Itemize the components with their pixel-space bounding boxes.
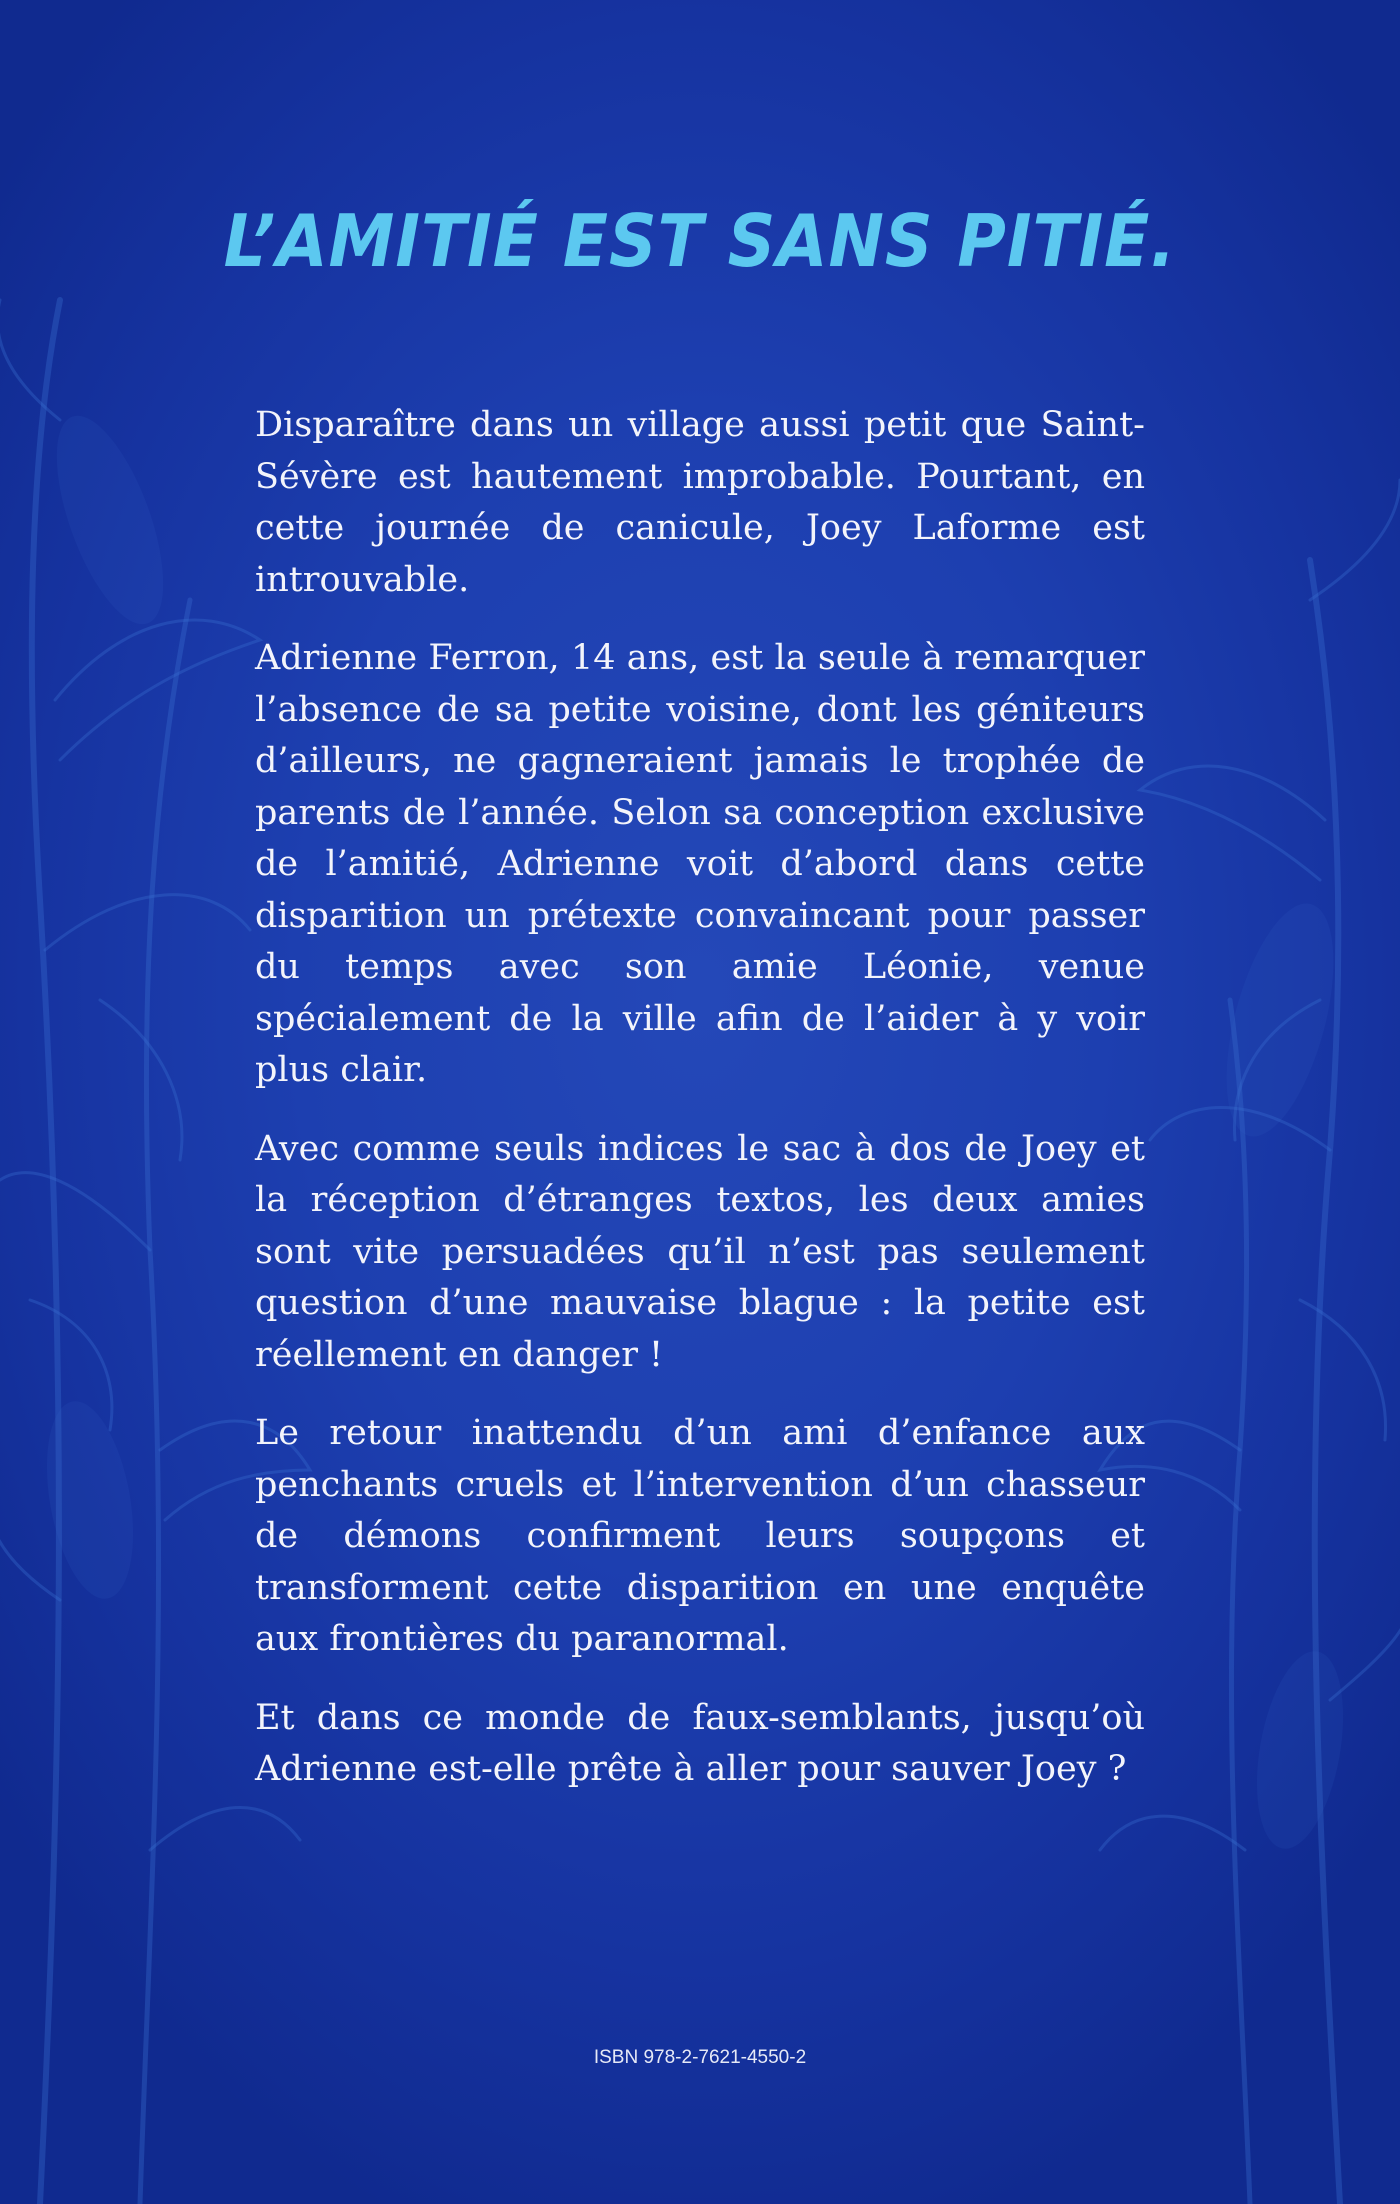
- blurb-paragraph: Et dans ce monde de faux-semblants, jusqu’où Adrienne est-elle prête à aller pour sauver Joey ?: [255, 1697, 1145, 1789]
- tagline-heading: L’AMITIÉ EST SANS PITIÉ.: [223, 199, 1177, 283]
- blurb-paragraph: Disparaître dans un village aussi petit que Saint-Sévère est hautement improbable. Pourtant, en cette journée de canicule, Joey Laforme est introuvable.: [255, 405, 1145, 600]
- back-cover-blurb: [255, 400, 1145, 1823]
- blurb-paragraph: Adrienne Ferron, 14 ans, est la seule à remarquer l’absence de sa petite voisine, dont les géniteurs d’ailleurs, ne gagneraient jamais le trophée de parents de l’année. Selon sa conception exclusive de l’amitié, Adrienne voit d’abord dans cette disparition un prétexte convaincant pour passer du temps avec son amie Léonie, venue spécialement de la ville afin de l’aider à y voir plus clair.: [255, 638, 1145, 1090]
- blurb-paragraph: Le retour inattendu d’un ami d’enfance aux penchants cruels et l’intervention d’un chasseur de démons confirment leurs soupçons et transforment cette disparition en une enquête aux frontières du paranormal.: [255, 1413, 1145, 1659]
- blurb-paragraph: Avec comme seuls indices le sac à dos de Joey et la réception d’étranges textos, les deux amies sont vite persuadées qu’il n’est pas seulement question d’une mauvaise blague : la petite est réellement en danger !: [255, 1128, 1145, 1375]
- isbn-number: ISBN 978-2-7621-4550-2: [593, 2047, 807, 2068]
